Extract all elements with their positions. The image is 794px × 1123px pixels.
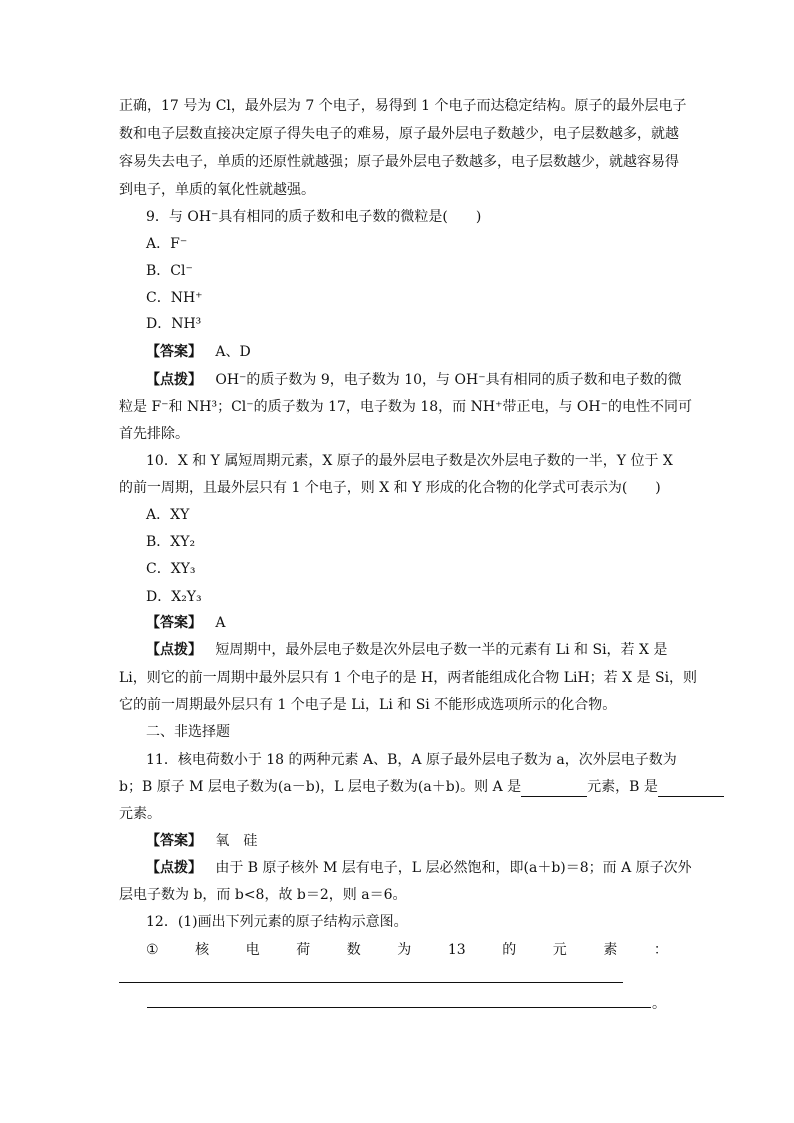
item-char: ：: [653, 942, 668, 958]
paragraph-line: 数和电子层数直接决定原子得失电子的难易，原子最外层电子数越少，电子层数越多，就越: [119, 126, 679, 142]
option-d: D．NH³: [146, 316, 202, 332]
answer-value: A、D: [215, 344, 251, 360]
paragraph-line: 到电子，单质的氧化性就越强。: [119, 182, 315, 198]
note-line: Li，则它的前一周期中最外层只有 1 个电子的是 H，两者能组成化合物 LiH；若 X 是 Si，则: [119, 670, 698, 686]
note-tag: 【点拨】: [146, 642, 202, 658]
note-line: [146, 640, 667, 660]
item-char: 为: [397, 942, 412, 958]
option-d: D．X₂Y₃: [146, 589, 202, 605]
answer-value: A: [215, 615, 226, 631]
section-heading: 二、非选择题: [146, 724, 230, 740]
answer-line-rule[interactable]: [147, 1007, 651, 1008]
question-10-stem: 10．X 和 Y 属短周期元素，X 原子的最外层电子数是次外层电子数的一半，Y 位于 X: [146, 453, 673, 469]
question-10-stem: 的前一周期，且最外层只有 1 个电子，则 X 和 Y 形成的化合物的化学式可表示为( ): [119, 480, 661, 496]
item-char: 核: [195, 942, 210, 958]
note-text: 短周期中，最外层电子数是次外层电子数一半的元素有 Li 和 Si，若 X 是: [215, 642, 668, 658]
answer-tag: 【答案】: [146, 833, 202, 849]
item-char: 电: [245, 942, 260, 958]
question-11-stem: 11．核电荷数小于 18 的两种元素 A、B，A 原子最外层电子数为 a，次外层电子数为: [146, 752, 677, 768]
answer-tag: 【答案】: [146, 615, 202, 631]
answer-line: [146, 613, 225, 633]
question-9-stem: 9．与 OH⁻具有相同的质子数和电子数的微粒是( ): [146, 209, 482, 225]
note-line: [146, 370, 682, 390]
note-line: 粒是 F⁻和 NH³；Cl⁻的质子数为 17，电子数为 18，而 NH⁺带正电，与 OH⁻的电性不同可: [119, 399, 693, 415]
note-line: 首先排除。: [119, 426, 189, 442]
item-char: 素: [603, 942, 618, 958]
option-a: A．XY: [146, 507, 190, 523]
option-c: C．XY₃: [146, 561, 196, 577]
option-b: B．XY₂: [146, 534, 196, 550]
paragraph-line: 容易失去电子，单质的还原性就越强；原子最外层电子数越多，电子层数越少，就越容易得: [119, 154, 679, 170]
item-char: 元: [552, 942, 567, 958]
item-char: 的: [502, 942, 517, 958]
question-12-stem: 12．(1)画出下列元素的原子结构示意图。: [146, 914, 408, 930]
note-text: 由于 B 原子核外 M 层有电子，L 层必然饱和，即(a＋b)＝8；而 A 原子次外: [215, 860, 692, 876]
answer-line: [146, 831, 257, 851]
answer-line-rule[interactable]: [119, 982, 623, 983]
question-11-stem: 元素。: [119, 806, 161, 822]
answer-blank-b[interactable]: [658, 780, 724, 797]
paragraph-line: 正确，17 号为 Cl，最外层为 7 个电子，易得到 1 个电子而达稳定结构。原子的最外层电子: [119, 98, 687, 114]
note-text: OH⁻的质子数为 9，电子数为 10，与 OH⁻具有相同的质子数和电子数的微: [215, 372, 682, 388]
item-char: 荷: [296, 942, 311, 958]
note-tag: 【点拨】: [146, 372, 202, 388]
answer-value: 氧 硅: [215, 833, 258, 849]
question-11-stem: [119, 777, 724, 797]
answer-tag: 【答案】: [146, 344, 202, 360]
note-line: 它的前一周期最外层只有 1 个电子是 Li，Li 和 Si 不能形成选项所示的化合物。: [119, 697, 617, 713]
note-line: 层电子数为 b，而 b<8，故 b＝2，则 a＝6。: [119, 887, 407, 903]
question-12-item-1: [146, 940, 668, 960]
answer-blank-a[interactable]: [521, 780, 587, 797]
answer-line: [146, 342, 251, 362]
stem-text: b；B 原子 M 层电子数为(a－b)，L 层电子数为(a＋b)。则 A 是: [119, 779, 522, 795]
item-char: 13: [447, 942, 466, 958]
note-line: [146, 858, 692, 878]
item-char: 数: [346, 942, 361, 958]
option-c: C．NH⁺: [146, 290, 203, 306]
option-a: A．F⁻: [146, 236, 188, 252]
item-char: ①: [146, 942, 159, 958]
note-tag: 【点拨】: [146, 860, 202, 876]
end-mark: 。: [652, 996, 666, 1012]
stem-text: 元素，B 是: [587, 779, 658, 795]
option-b: B．Cl⁻: [146, 263, 193, 279]
